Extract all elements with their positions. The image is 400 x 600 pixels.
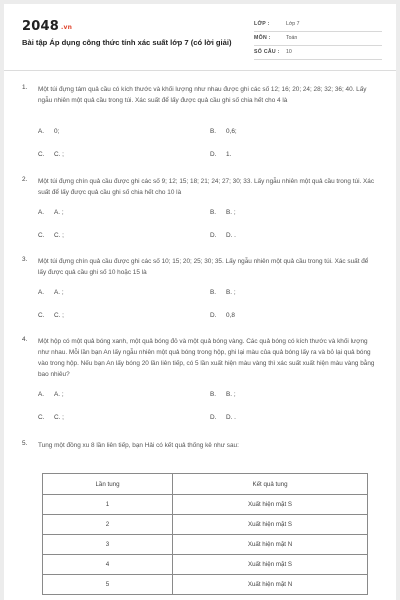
option-text: C. ; — [54, 151, 64, 158]
option-text: 0,6; — [226, 128, 237, 135]
question-number: 2. — [22, 176, 28, 183]
option-label: A. — [38, 209, 45, 216]
table-row — [43, 535, 368, 555]
option-a[interactable] — [38, 391, 64, 398]
option-a[interactable] — [38, 209, 64, 216]
question-text: Tung một đồng xu 8 lần liên tiếp, bạn Hải có kết quả thống kê như sau: — [38, 442, 239, 449]
meta-key: LỚP : — [254, 21, 270, 27]
question-number: 3. — [22, 256, 28, 263]
option-text: A. ; — [54, 209, 64, 216]
option-c[interactable] — [38, 232, 64, 239]
option-c[interactable] — [38, 312, 64, 319]
option-text: 0,8 — [226, 312, 235, 319]
table-row — [43, 575, 368, 595]
option-text: 1. — [226, 151, 232, 158]
meta-row-count — [254, 46, 382, 60]
table-cell: 4 — [43, 555, 173, 575]
option-a[interactable] — [38, 128, 59, 135]
option-text: D. . — [226, 414, 236, 421]
table-header-cell: Kết quả tung — [173, 474, 368, 495]
option-label: B. — [210, 128, 217, 135]
option-label: B. — [210, 209, 217, 216]
table-cell: Xuất hiện mặt N — [173, 575, 368, 595]
table-cell: 5 — [43, 575, 173, 595]
question-text: Một túi đựng chín quả cầu được ghi các số 9; 12; 15; 18; 21; 24; 27; 30; 33. Lấy ngẫu nhiên một quả cầu trong túi. Xác suất để lấy được quả cầu ghi số chia hết cho 10 là — [38, 178, 375, 196]
table-cell: Xuất hiện mặt N — [173, 535, 368, 555]
option-text: C. ; — [54, 414, 64, 421]
option-label: B. — [210, 391, 217, 398]
meta-key: SỐ CÂU : — [254, 49, 280, 55]
meta-panel — [254, 18, 382, 60]
question-number: 5. — [22, 440, 28, 447]
option-text: 0; — [54, 128, 60, 135]
option-b[interactable] — [210, 391, 236, 398]
question-number: 4. — [22, 336, 28, 343]
option-label: C. — [38, 232, 45, 239]
option-b[interactable] — [210, 209, 236, 216]
logo-text: 2048 — [22, 19, 59, 34]
table-row — [43, 495, 368, 515]
table-header-cell: Lần tung — [43, 474, 173, 495]
question-text: Một túi đựng tám quả cầu có kích thước và khối lượng như nhau được ghi các số 12; 16; 20; 24; 28; 32; 36; 40. Lấy ngẫu nhiên một quả cầu trong túi. Xác suất để lấy được quả cầu ghi số chia hết cho 4 là — [38, 86, 367, 104]
option-text: B. ; — [226, 209, 236, 216]
table-cell: 1 — [43, 495, 173, 515]
option-label: A. — [38, 289, 45, 296]
option-text: A. ; — [54, 289, 64, 296]
meta-row-subject — [254, 32, 382, 46]
question-number: 1. — [22, 84, 28, 91]
option-text: D. . — [226, 232, 236, 239]
header-divider — [4, 70, 396, 71]
meta-value: Lớp 7 — [286, 21, 300, 27]
option-c[interactable] — [38, 151, 64, 158]
option-text: A. ; — [54, 391, 64, 398]
meta-value: Toán — [286, 35, 298, 41]
table-cell: Xuất hiện mặt S — [173, 555, 368, 575]
page-header — [4, 4, 396, 68]
option-text: B. ; — [226, 289, 236, 296]
page-title: Bài tập Áp dụng công thức tính xác suất lớp 7 (có lời giải) — [22, 38, 232, 47]
option-d[interactable] — [210, 151, 231, 158]
table-row — [43, 515, 368, 535]
table-cell: Xuất hiện mặt S — [173, 515, 368, 535]
option-label: D. — [210, 414, 217, 421]
meta-row-class — [254, 18, 382, 32]
option-d[interactable] — [210, 414, 236, 421]
option-label: C. — [38, 151, 45, 158]
option-label: D. — [210, 151, 217, 158]
option-d[interactable] — [210, 312, 235, 319]
site-logo[interactable] — [22, 19, 72, 34]
option-b[interactable] — [210, 128, 237, 135]
table-header-row — [43, 474, 368, 495]
option-label: D. — [210, 312, 217, 319]
meta-value: 10 — [286, 49, 292, 55]
option-label: A. — [38, 391, 45, 398]
option-text: B. ; — [226, 391, 236, 398]
table-row — [43, 555, 368, 575]
table-cell: Xuất hiện mặt S — [173, 495, 368, 515]
table-cell: 3 — [43, 535, 173, 555]
option-d[interactable] — [210, 232, 236, 239]
meta-key: MÔN : — [254, 35, 271, 41]
option-c[interactable] — [38, 414, 64, 421]
question-text: Một túi đựng chín quả cầu được ghi các số 10; 15; 20; 25; 30; 35. Lấy ngẫu nhiên một quả cầu trong túi. Xác suất để lấy được quả cầu ghi số 10 hoặc 15 là — [38, 258, 369, 276]
coin-toss-table — [42, 473, 368, 595]
table-cell: 2 — [43, 515, 173, 535]
option-label: C. — [38, 312, 45, 319]
option-label: C. — [38, 414, 45, 421]
option-b[interactable] — [210, 289, 236, 296]
logo-suffix: .vn — [60, 24, 73, 31]
question-text: Một hộp có một quả bóng xanh, một quả bóng đỏ và một quả bóng vàng. Các quả bóng có kích thước và khối lượng như nhau. Mỗi lần bạn An lấy ngẫu nhiên một quả bóng trong hộp, ghi lại màu của quả bóng lấy ra và bỏ lại quả bóng vào trong hộp. Nếu bạn An lấy bóng 20 lần liên tiếp, có 5 lần xuất hiện màu vàng thì xác suất xuất hiện màu vàng bằng bao nhiêu? — [38, 338, 375, 378]
option-label: B. — [210, 289, 217, 296]
option-text: C. ; — [54, 312, 64, 319]
option-a[interactable] — [38, 289, 64, 296]
worksheet-page — [4, 4, 396, 600]
option-text: C. ; — [54, 232, 64, 239]
option-label: A. — [38, 128, 45, 135]
option-label: D. — [210, 232, 217, 239]
